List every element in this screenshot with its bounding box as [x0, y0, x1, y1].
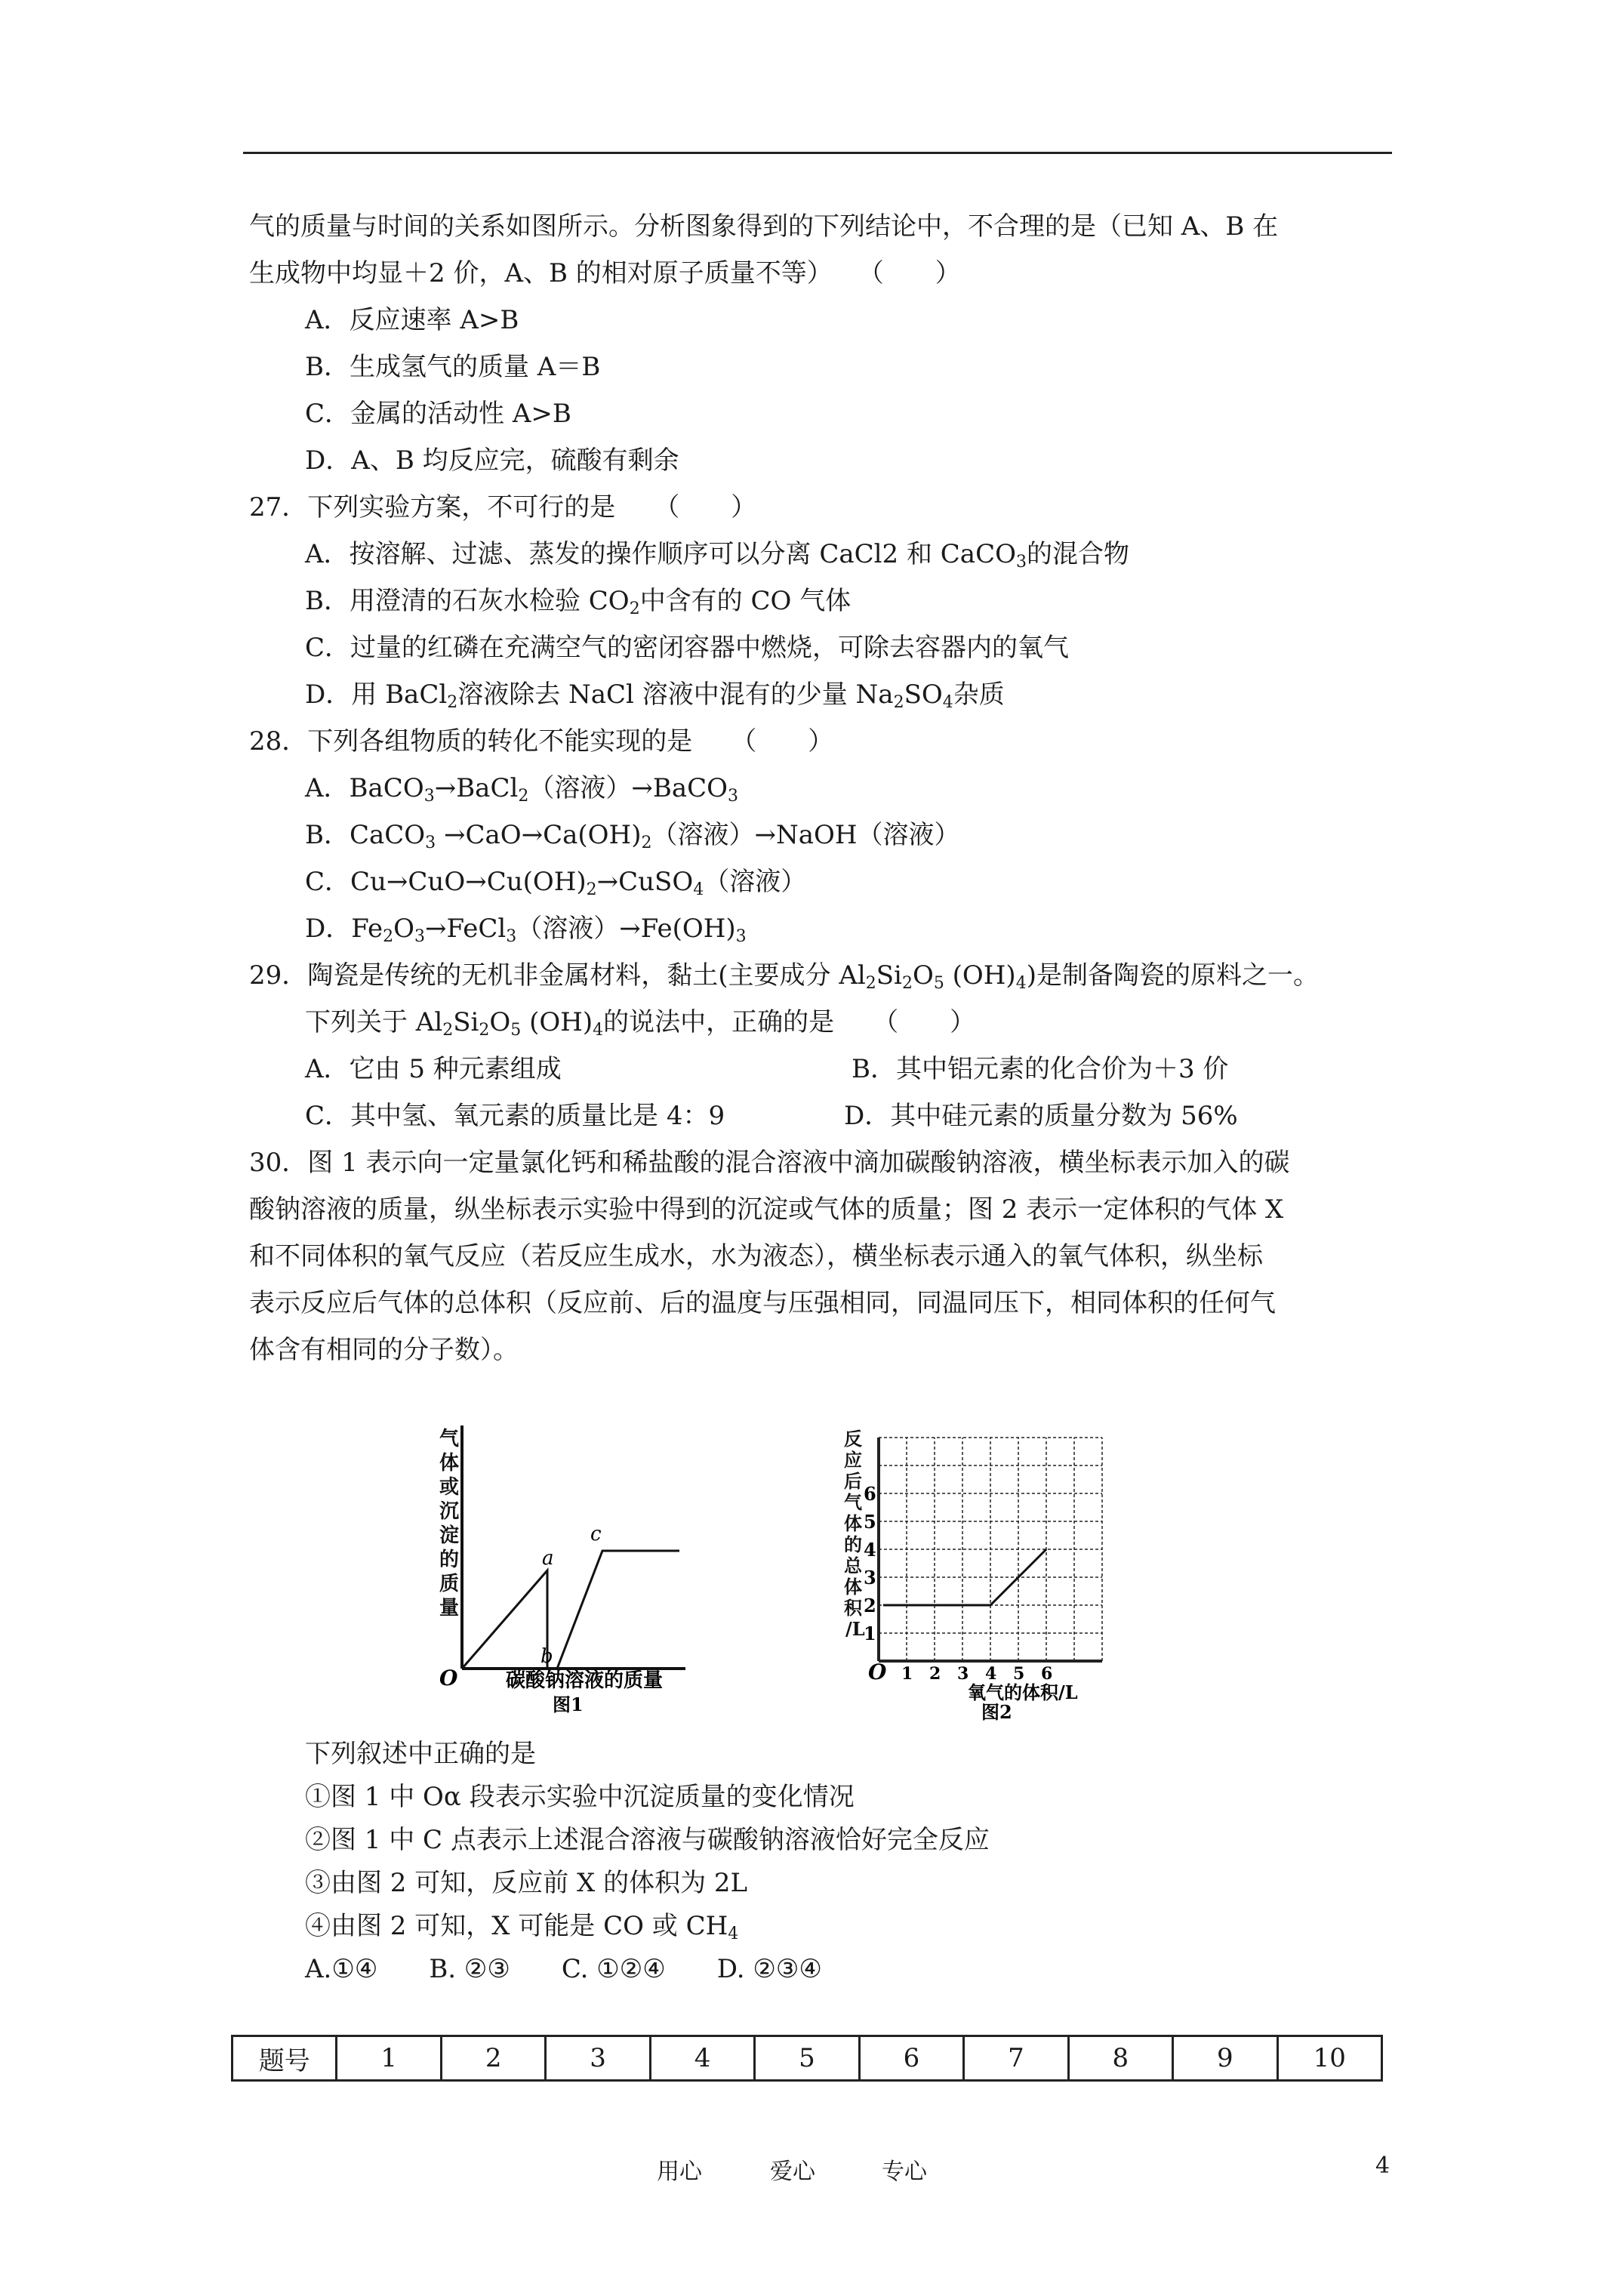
q29-option-d: D．其中硅元素的质量分数为 56% [844, 1101, 1238, 1131]
q26-option-b: B．生成氢气的质量 A＝B [305, 352, 601, 382]
fig1-segment-bc [557, 1551, 679, 1669]
q26-line-1: 气的质量与时间的关系如图所示。分析图象得到的下列结论中，不合理的是（已知 A、B 在 [249, 211, 1279, 242]
answer-cell: 6 [859, 2036, 963, 2081]
q28-option-c: C．$Cu\to CuO\to Cu(OH)_2\to CuSO_4$（溶液） [305, 867, 807, 899]
q26-line-2: 生成物中均显＋2 价，A、B 的相对原子质量不等） （ ） [249, 258, 961, 288]
q30-stem-line-3: 和不同体积的氧气反应（若反应生成水，水为液态），横坐标表示通入的氧气体积，纵坐标 [249, 1241, 1263, 1271]
svg-text:质: 质 [439, 1573, 460, 1595]
fig2-y-tick-label: 2 [864, 1595, 876, 1616]
answer-table-header: 题号 [233, 2036, 337, 2081]
footer-motto-1: 用心 [657, 2159, 702, 2185]
q30-stem-line-1: 30．图 1 表示向一定量氯化钙和稀盐酸的混合溶液中滴加碳酸钠溶液，横坐标表示加入的碳 [249, 1148, 1290, 1178]
svg-text:体: 体 [844, 1512, 862, 1534]
fig2-y-tick-label: 5 [864, 1511, 876, 1533]
fig1-x-label: 碳酸钠溶液的质量 [506, 1669, 664, 1692]
svg-text:沉: 沉 [439, 1500, 460, 1523]
fig2-y-tick-label: 6 [864, 1483, 876, 1505]
svg-text:量: 量 [439, 1597, 460, 1620]
q27-option-c: C．过量的红磷在充满空气的密闭容器中燃烧，可除去容器内的氧气 [305, 633, 1070, 663]
svg-text:体: 体 [439, 1452, 460, 1475]
q29-stem-line-1: 29．陶瓷是传统的无机非金属材料，黏土(主要成分 $Al_2Si_2O_5$ $(OH)_4$)是制备陶瓷的原料之一。 [249, 960, 1319, 993]
fig2-caption: 图2 [981, 1701, 1012, 1723]
fig1-origin: O [439, 1666, 458, 1690]
svg-text:气: 气 [844, 1491, 862, 1513]
fig2-x-tick-label: 2 [929, 1664, 941, 1684]
q30-stem-line-2: 酸钠溶液的质量，纵坐标表示实验中得到的沉淀或气体的质量；图 2 表示一定体积的气体 X [249, 1194, 1284, 1225]
fig1-segment-oa [462, 1570, 547, 1669]
fig2-y-tick-label: 4 [864, 1539, 876, 1561]
q30-statement-3: ③由图 2 可知，反应前 X 的体积为 2L [305, 1868, 748, 1898]
q30-statement-2: ②图 1 中 C 点表示上述混合溶液与碳酸钠溶液恰好完全反应 [305, 1825, 990, 1855]
svg-text:的: 的 [439, 1549, 460, 1571]
answer-cell: 8 [1068, 2036, 1172, 2081]
figure-2 [838, 1419, 1140, 1729]
fig1-point-b: b [540, 1645, 553, 1668]
fig2-x-tick-label: 5 [1013, 1664, 1025, 1684]
answer-cell: 4 [650, 2036, 754, 2081]
table-row [233, 2036, 1382, 2081]
q29-option-a: A．它由 5 种元素组成 [305, 1054, 562, 1084]
fig1-point-a: a [542, 1547, 554, 1570]
q26-option-a: A．反应速率 A>B [305, 305, 519, 335]
svg-text:应: 应 [844, 1449, 862, 1471]
svg-text:总: 总 [844, 1555, 862, 1576]
fig1-y-label [439, 1427, 459, 1620]
q29-option-c: C．其中氢、氧元素的质量比是 4：9 [305, 1101, 725, 1131]
q27-option-d: D．用 BaCl$_2$溶液除去 NaCl 溶液中混有的少量 $Na_2SO_4$杂质 [305, 680, 1005, 712]
q29-stem-line-2: 下列关于 $Al_2Si_2O_5$ $(OH)_4$的说法中，正确的是 （ ） [305, 1007, 976, 1040]
answer-cell: 9 [1173, 2036, 1277, 2081]
footer-motto-3: 专心 [882, 2159, 927, 2185]
q30-statement-4: ④由图 2 可知，X 可能是 CO 或 $CH_4$ [305, 1911, 739, 1943]
q28-option-d: D．$Fe_2O_3\to FeCl_3$（溶液）$\to Fe(OH)_3$ [305, 914, 747, 946]
answer-cell: 2 [441, 2036, 545, 2081]
fig2-y-tick-label: 3 [864, 1567, 876, 1589]
page-number: 4 [1375, 2153, 1390, 2179]
answer-cell: 3 [546, 2036, 650, 2081]
q27-option-a: A．按溶解、过滤、蒸发的操作顺序可以分离 CaCl2 和 CaCO$_3$的混合物 [305, 539, 1129, 572]
answer-table [231, 2035, 1383, 2082]
q30-choices: A.①④ B. ②③ C. ①②④ D. ②③④ [305, 1954, 822, 1984]
footer-motto-2: 爱心 [770, 2159, 815, 2185]
fig2-y-tick-label: 1 [864, 1623, 876, 1644]
fig2-x-tick-label: 4 [985, 1664, 997, 1684]
fig2-x-tick-label: 3 [957, 1664, 969, 1684]
fig2-grid [879, 1438, 1102, 1661]
answer-cell: 10 [1277, 2036, 1381, 2081]
fig2-x-label: 氧气的体积/L [968, 1681, 1078, 1703]
svg-text:的: 的 [844, 1533, 862, 1555]
svg-text:/L: /L [845, 1618, 865, 1640]
q26-option-d: D．A、B 均反应完，硫酸有剩余 [305, 445, 679, 476]
q27-option-b: B．用澄清的石灰水检验 $CO_2$中含有的 CO 气体 [305, 586, 852, 618]
svg-text:后: 后 [844, 1470, 862, 1492]
answer-cell: 5 [755, 2036, 859, 2081]
fig2-y-label [844, 1428, 865, 1640]
svg-text:淀: 淀 [439, 1524, 460, 1547]
q28-option-a: A．BaCO$_3$→BaCl$_2$（溶液）→BaCO$_3$ [305, 773, 738, 806]
svg-text:体: 体 [844, 1576, 862, 1598]
q30-prompt: 下列叙述中正确的是 [305, 1739, 536, 1769]
svg-text:反: 反 [844, 1428, 862, 1450]
fig1-point-c: c [590, 1523, 602, 1546]
fig2-y-ticks [864, 1483, 876, 1644]
figure-1 [423, 1419, 710, 1721]
fig1-y-char: 气 [439, 1428, 460, 1450]
fig2-x-tick-label: 1 [901, 1664, 913, 1684]
fig1-caption: 图1 [553, 1693, 584, 1715]
q28-option-b: B．CaCO$_3$ $\to CaO\to Ca(OH)_2$（溶液）→NaOH（溶液） [305, 820, 960, 852]
q30-stem-line-4: 表示反应后气体的总体积（反应前、后的温度与压强相同，同温同压下，相同体积的任何气 [249, 1288, 1276, 1318]
q27-stem: 27．下列实验方案，不可行的是 （ ） [249, 492, 757, 522]
fig2-origin: O [868, 1660, 887, 1684]
answer-cell: 7 [964, 2036, 1068, 2081]
q29-option-b: B．其中铝元素的化合价为＋3 价 [852, 1054, 1229, 1084]
answer-cell: 1 [337, 2036, 441, 2081]
q30-stem-line-5: 体含有相同的分子数）。 [249, 1335, 519, 1365]
header-rule [243, 152, 1392, 154]
fig2-x-tick-label: 6 [1041, 1664, 1053, 1684]
q30-statement-1: ①图 1 中 Oα 段表示实验中沉淀质量的变化情况 [305, 1782, 855, 1812]
svg-text:积: 积 [844, 1597, 862, 1619]
q28-stem: 28．下列各组物质的转化不能实现的是 （ ） [249, 726, 834, 757]
q26-option-c: C．金属的活动性 A>B [305, 399, 571, 429]
svg-text:或: 或 [439, 1476, 460, 1499]
